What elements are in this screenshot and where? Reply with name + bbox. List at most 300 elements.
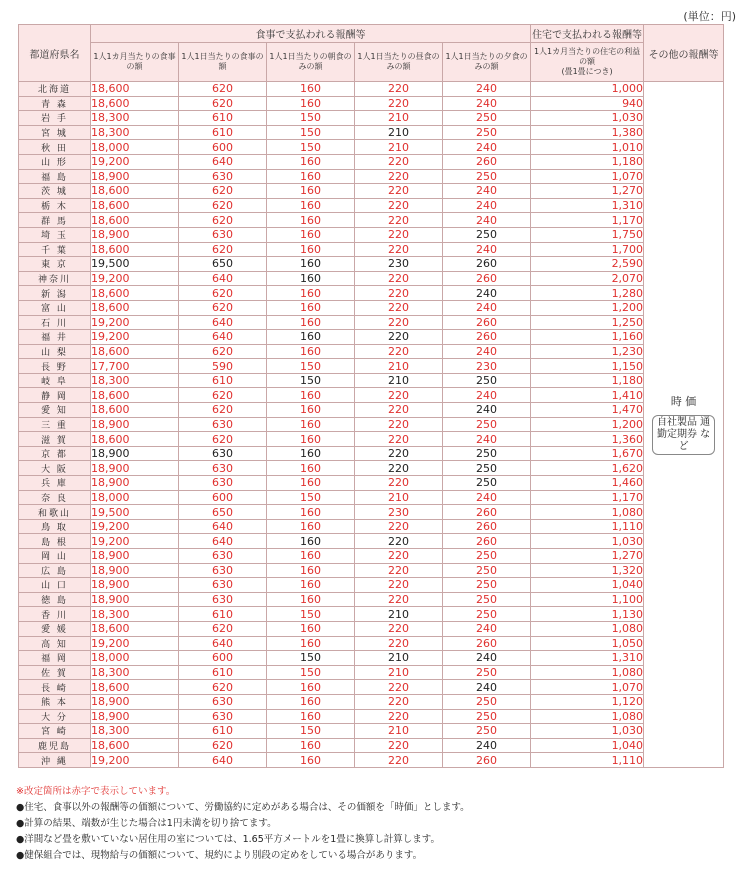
housing-value: 1,160: [531, 330, 644, 345]
prefecture-name: 福 岡: [19, 651, 91, 666]
breakfast-value: 150: [267, 607, 355, 622]
dinner-value: 240: [443, 82, 531, 97]
table-row: [19, 82, 724, 97]
prefecture-name: 福 井: [19, 330, 91, 345]
prefecture-name: 兵 庫: [19, 476, 91, 491]
lunch-value: 220: [355, 169, 443, 184]
housing-value: 1,050: [531, 636, 644, 651]
lunch-value: 220: [355, 330, 443, 345]
table-row: [19, 286, 724, 301]
meal-daily-value: 590: [179, 359, 267, 374]
meal-daily-value: 630: [179, 417, 267, 432]
meal-daily-value: 640: [179, 154, 267, 169]
prefecture-name: 愛 知: [19, 403, 91, 418]
dinner-value: 250: [443, 607, 531, 622]
meal-monthly-value: 18,900: [91, 694, 179, 709]
meal-monthly-value: 19,200: [91, 753, 179, 768]
breakfast-value: 160: [267, 271, 355, 286]
prefecture-name: 岐 阜: [19, 373, 91, 388]
table-row: [19, 709, 724, 724]
prefecture-name: 青 森: [19, 96, 91, 111]
housing-value: 1,000: [531, 82, 644, 97]
table-row: [19, 330, 724, 345]
meal-daily-value: 650: [179, 257, 267, 272]
table-body: [19, 82, 724, 768]
lunch-value: 220: [355, 388, 443, 403]
table-row: [19, 184, 724, 199]
housing-value: 1,110: [531, 519, 644, 534]
lunch-value: 210: [355, 111, 443, 126]
meal-daily-value: 640: [179, 330, 267, 345]
meal-daily-value: 650: [179, 505, 267, 520]
header-housing: [531, 43, 644, 82]
housing-value: 1,470: [531, 403, 644, 418]
header-lunch: 1人1日当たりの昼食のみの額: [355, 43, 443, 82]
meal-monthly-value: 18,300: [91, 125, 179, 140]
breakfast-value: 160: [267, 578, 355, 593]
breakfast-value: 150: [267, 651, 355, 666]
meal-daily-value: 630: [179, 709, 267, 724]
prefecture-name: 栃 木: [19, 198, 91, 213]
meal-monthly-value: 18,000: [91, 651, 179, 666]
breakfast-value: 160: [267, 621, 355, 636]
prefecture-name: 高 知: [19, 636, 91, 651]
lunch-value: 220: [355, 154, 443, 169]
housing-value: 1,310: [531, 198, 644, 213]
breakfast-value: 160: [267, 388, 355, 403]
meal-daily-value: 630: [179, 694, 267, 709]
prefecture-name: 宮 城: [19, 125, 91, 140]
meal-monthly-value: 18,900: [91, 549, 179, 564]
housing-value: 1,200: [531, 300, 644, 315]
dinner-value: 240: [443, 96, 531, 111]
meal-monthly-value: 18,600: [91, 184, 179, 199]
breakfast-value: 160: [267, 154, 355, 169]
housing-value: 1,360: [531, 432, 644, 447]
lunch-value: 210: [355, 651, 443, 666]
dinner-value: 260: [443, 154, 531, 169]
meal-monthly-value: 18,300: [91, 665, 179, 680]
meal-daily-value: 620: [179, 198, 267, 213]
prefecture-name: 石 川: [19, 315, 91, 330]
dinner-value: 240: [443, 738, 531, 753]
meal-monthly-value: 17,700: [91, 359, 179, 374]
dinner-value: 240: [443, 344, 531, 359]
breakfast-value: 150: [267, 125, 355, 140]
meal-monthly-value: 19,200: [91, 315, 179, 330]
lunch-value: 220: [355, 636, 443, 651]
lunch-value: 210: [355, 724, 443, 739]
table-row: [19, 592, 724, 607]
meal-monthly-value: 18,900: [91, 709, 179, 724]
header-dinner: 1人1日当たりの夕食のみの額: [443, 43, 531, 82]
examples-label: 自社製品 通勤定期券 など: [652, 415, 715, 455]
breakfast-value: 150: [267, 490, 355, 505]
breakfast-value: 160: [267, 213, 355, 228]
housing-value: 1,070: [531, 169, 644, 184]
header-meal-monthly: 1人1カ月当たりの食事の額: [91, 43, 179, 82]
breakfast-value: 150: [267, 359, 355, 374]
prefecture-name: 長 崎: [19, 680, 91, 695]
housing-value: 1,200: [531, 417, 644, 432]
meal-monthly-value: 18,900: [91, 563, 179, 578]
table-row: [19, 169, 724, 184]
breakfast-value: 150: [267, 373, 355, 388]
lunch-value: 210: [355, 665, 443, 680]
table-row: [19, 315, 724, 330]
prefecture-name: 神奈川: [19, 271, 91, 286]
housing-value: 1,310: [531, 651, 644, 666]
meal-monthly-value: 18,600: [91, 242, 179, 257]
table-row: [19, 738, 724, 753]
table-row: [19, 505, 724, 520]
table-row: [19, 227, 724, 242]
note-tatami: ●洋間など畳を敷いていない居住用の室については、1.65平方メートルを1畳に換算し計算します。: [16, 834, 441, 845]
breakfast-value: 160: [267, 476, 355, 491]
table-row: [19, 300, 724, 315]
lunch-value: 220: [355, 694, 443, 709]
housing-value: 940: [531, 96, 644, 111]
note-health-insurance: ●健保組合では、現物給与の価額について、規約により別段の定めをしている場合があります。: [16, 850, 423, 861]
breakfast-value: 160: [267, 242, 355, 257]
prefecture-name: 広 島: [19, 563, 91, 578]
table-row: [19, 198, 724, 213]
meal-daily-value: 620: [179, 300, 267, 315]
prefecture-name: 三 重: [19, 417, 91, 432]
dinner-value: 260: [443, 271, 531, 286]
meal-daily-value: 600: [179, 140, 267, 155]
dinner-value: 250: [443, 709, 531, 724]
table-row: [19, 417, 724, 432]
meal-monthly-value: 18,600: [91, 388, 179, 403]
table-row: [19, 271, 724, 286]
housing-value: 1,170: [531, 490, 644, 505]
table-row: [19, 432, 724, 447]
prefecture-name: 佐 賀: [19, 665, 91, 680]
meal-monthly-value: 19,200: [91, 271, 179, 286]
meal-daily-value: 640: [179, 315, 267, 330]
header-housing-label: 1人1カ月当たりの住宅の利益の額: [533, 47, 641, 66]
meal-monthly-value: 18,600: [91, 738, 179, 753]
meal-daily-value: 640: [179, 519, 267, 534]
prefecture-name: 岩 手: [19, 111, 91, 126]
dinner-value: 240: [443, 403, 531, 418]
meal-daily-value: 620: [179, 344, 267, 359]
lunch-value: 220: [355, 446, 443, 461]
lunch-value: 220: [355, 753, 443, 768]
breakfast-value: 160: [267, 636, 355, 651]
meal-monthly-value: 18,900: [91, 446, 179, 461]
lunch-value: 210: [355, 140, 443, 155]
prefecture-name: 山 形: [19, 154, 91, 169]
meal-monthly-value: 18,600: [91, 621, 179, 636]
prefecture-name: 静 岡: [19, 388, 91, 403]
meal-monthly-value: 18,600: [91, 96, 179, 111]
lunch-value: 230: [355, 505, 443, 520]
header-housing-note: (畳1畳につき): [561, 67, 613, 76]
dinner-value: 250: [443, 446, 531, 461]
breakfast-value: 160: [267, 286, 355, 301]
housing-value: 1,040: [531, 578, 644, 593]
housing-value: 1,270: [531, 184, 644, 199]
other-compensation-cell: [644, 82, 724, 768]
meal-daily-value: 610: [179, 111, 267, 126]
meal-daily-value: 610: [179, 607, 267, 622]
dinner-value: 240: [443, 242, 531, 257]
dinner-value: 250: [443, 694, 531, 709]
prefecture-name: 滋 賀: [19, 432, 91, 447]
housing-value: 1,320: [531, 563, 644, 578]
meal-monthly-value: 18,600: [91, 198, 179, 213]
lunch-value: 210: [355, 373, 443, 388]
prefecture-name: 長 野: [19, 359, 91, 374]
dinner-value: 250: [443, 461, 531, 476]
meal-monthly-value: 18,600: [91, 403, 179, 418]
dinner-value: 250: [443, 125, 531, 140]
meal-daily-value: 620: [179, 286, 267, 301]
breakfast-value: 160: [267, 403, 355, 418]
meal-monthly-value: 18,900: [91, 417, 179, 432]
table-row: [19, 257, 724, 272]
table-row: [19, 621, 724, 636]
breakfast-value: 160: [267, 330, 355, 345]
table-row: [19, 154, 724, 169]
housing-value: 1,100: [531, 592, 644, 607]
prefecture-name: 山 口: [19, 578, 91, 593]
lunch-value: 210: [355, 490, 443, 505]
breakfast-value: 150: [267, 111, 355, 126]
dinner-value: 250: [443, 563, 531, 578]
housing-value: 1,130: [531, 607, 644, 622]
housing-value: 1,670: [531, 446, 644, 461]
housing-value: 1,230: [531, 344, 644, 359]
housing-value: 1,040: [531, 738, 644, 753]
dinner-value: 250: [443, 724, 531, 739]
breakfast-value: 160: [267, 184, 355, 199]
prefecture-name: 奈 良: [19, 490, 91, 505]
dinner-value: 230: [443, 359, 531, 374]
meal-daily-value: 630: [179, 592, 267, 607]
housing-value: 1,280: [531, 286, 644, 301]
prefecture-name: 徳 島: [19, 592, 91, 607]
prefecture-name: 東 京: [19, 257, 91, 272]
table-row: [19, 96, 724, 111]
wage-table: [18, 24, 724, 768]
table-row: [19, 549, 724, 564]
table-row: [19, 446, 724, 461]
housing-value: 1,380: [531, 125, 644, 140]
prefecture-name: 千 葉: [19, 242, 91, 257]
lunch-value: 220: [355, 82, 443, 97]
breakfast-value: 160: [267, 592, 355, 607]
dinner-value: 260: [443, 330, 531, 345]
dinner-value: 260: [443, 534, 531, 549]
breakfast-value: 160: [267, 82, 355, 97]
meal-daily-value: 620: [179, 432, 267, 447]
meal-daily-value: 620: [179, 738, 267, 753]
dinner-value: 260: [443, 753, 531, 768]
meal-monthly-value: 18,300: [91, 373, 179, 388]
meal-monthly-value: 18,000: [91, 140, 179, 155]
prefecture-name: 大 阪: [19, 461, 91, 476]
housing-value: 1,030: [531, 724, 644, 739]
meal-monthly-value: 18,600: [91, 286, 179, 301]
table-row: [19, 213, 724, 228]
breakfast-value: 160: [267, 446, 355, 461]
dinner-value: 240: [443, 140, 531, 155]
lunch-value: 220: [355, 432, 443, 447]
housing-value: 2,070: [531, 271, 644, 286]
housing-value: 1,080: [531, 621, 644, 636]
dinner-value: 260: [443, 315, 531, 330]
breakfast-value: 150: [267, 724, 355, 739]
housing-value: 1,110: [531, 753, 644, 768]
meal-monthly-value: 19,500: [91, 505, 179, 520]
table-row: [19, 636, 724, 651]
housing-value: 1,120: [531, 694, 644, 709]
table-row: [19, 359, 724, 374]
housing-value: 1,180: [531, 373, 644, 388]
breakfast-value: 150: [267, 665, 355, 680]
meal-monthly-value: 18,300: [91, 111, 179, 126]
table-row: [19, 563, 724, 578]
dinner-value: 250: [443, 549, 531, 564]
breakfast-value: 160: [267, 753, 355, 768]
dinner-value: 250: [443, 227, 531, 242]
prefecture-name: 島 根: [19, 534, 91, 549]
housing-value: 1,080: [531, 665, 644, 680]
lunch-value: 220: [355, 286, 443, 301]
prefecture-name: 岡 山: [19, 549, 91, 564]
dinner-value: 250: [443, 169, 531, 184]
dinner-value: 260: [443, 636, 531, 651]
meal-monthly-value: 18,900: [91, 578, 179, 593]
meal-daily-value: 620: [179, 184, 267, 199]
breakfast-value: 160: [267, 315, 355, 330]
meal-daily-value: 630: [179, 169, 267, 184]
lunch-value: 220: [355, 403, 443, 418]
prefecture-name: 香 川: [19, 607, 91, 622]
meal-daily-value: 640: [179, 636, 267, 651]
lunch-value: 220: [355, 621, 443, 636]
meal-daily-value: 620: [179, 242, 267, 257]
breakfast-value: 160: [267, 417, 355, 432]
header-prefecture: 都道府県名: [19, 25, 91, 82]
table-row: [19, 578, 724, 593]
prefecture-name: 山 梨: [19, 344, 91, 359]
meal-monthly-value: 18,000: [91, 490, 179, 505]
meal-monthly-value: 18,900: [91, 476, 179, 491]
dinner-value: 260: [443, 505, 531, 520]
meal-monthly-value: 18,900: [91, 227, 179, 242]
table-row: [19, 753, 724, 768]
meal-monthly-value: 18,300: [91, 724, 179, 739]
lunch-value: 220: [355, 344, 443, 359]
footnotes: [16, 784, 470, 864]
meal-monthly-value: 19,200: [91, 636, 179, 651]
housing-value: 1,080: [531, 505, 644, 520]
meal-monthly-value: 18,600: [91, 680, 179, 695]
dinner-value: 250: [443, 111, 531, 126]
table-row: [19, 651, 724, 666]
lunch-value: 220: [355, 271, 443, 286]
breakfast-value: 160: [267, 505, 355, 520]
table-row: [19, 125, 724, 140]
prefecture-name: 群 馬: [19, 213, 91, 228]
lunch-value: 220: [355, 680, 443, 695]
prefecture-name: 和歌山: [19, 505, 91, 520]
prefecture-name: 茨 城: [19, 184, 91, 199]
table-row: [19, 388, 724, 403]
header-meal-group: 食事で支払われる報酬等: [91, 25, 531, 43]
breakfast-value: 160: [267, 738, 355, 753]
lunch-value: 220: [355, 227, 443, 242]
meal-monthly-value: 19,200: [91, 534, 179, 549]
housing-value: 1,070: [531, 680, 644, 695]
housing-value: 1,700: [531, 242, 644, 257]
lunch-value: 220: [355, 96, 443, 111]
meal-daily-value: 630: [179, 563, 267, 578]
lunch-value: 220: [355, 519, 443, 534]
housing-value: 1,750: [531, 227, 644, 242]
breakfast-value: 160: [267, 198, 355, 213]
breakfast-value: 160: [267, 432, 355, 447]
dinner-value: 260: [443, 257, 531, 272]
meal-daily-value: 620: [179, 82, 267, 97]
lunch-value: 220: [355, 315, 443, 330]
dinner-value: 240: [443, 300, 531, 315]
table-row: [19, 519, 724, 534]
prefecture-name: 埼 玉: [19, 227, 91, 242]
meal-daily-value: 630: [179, 549, 267, 564]
breakfast-value: 160: [267, 709, 355, 724]
lunch-value: 220: [355, 184, 443, 199]
table-row: [19, 373, 724, 388]
lunch-value: 220: [355, 578, 443, 593]
meal-monthly-value: 18,600: [91, 300, 179, 315]
housing-value: 1,150: [531, 359, 644, 374]
breakfast-value: 160: [267, 169, 355, 184]
housing-value: 1,620: [531, 461, 644, 476]
lunch-value: 220: [355, 476, 443, 491]
dinner-value: 260: [443, 519, 531, 534]
lunch-value: 220: [355, 198, 443, 213]
table-row: [19, 111, 724, 126]
breakfast-value: 160: [267, 519, 355, 534]
meal-monthly-value: 18,300: [91, 607, 179, 622]
housing-value: 1,460: [531, 476, 644, 491]
prefecture-name: 福 島: [19, 169, 91, 184]
table-row: [19, 607, 724, 622]
lunch-value: 220: [355, 592, 443, 607]
prefecture-name: 京 都: [19, 446, 91, 461]
dinner-value: 240: [443, 432, 531, 447]
housing-value: 1,030: [531, 111, 644, 126]
meal-daily-value: 600: [179, 651, 267, 666]
table-row: [19, 665, 724, 680]
meal-daily-value: 630: [179, 446, 267, 461]
dinner-value: 240: [443, 490, 531, 505]
lunch-value: 220: [355, 213, 443, 228]
breakfast-value: 150: [267, 140, 355, 155]
breakfast-value: 160: [267, 549, 355, 564]
lunch-value: 220: [355, 461, 443, 476]
housing-value: 1,030: [531, 534, 644, 549]
table-row: [19, 694, 724, 709]
lunch-value: 210: [355, 125, 443, 140]
lunch-value: 220: [355, 709, 443, 724]
prefecture-name: 北海道: [19, 82, 91, 97]
